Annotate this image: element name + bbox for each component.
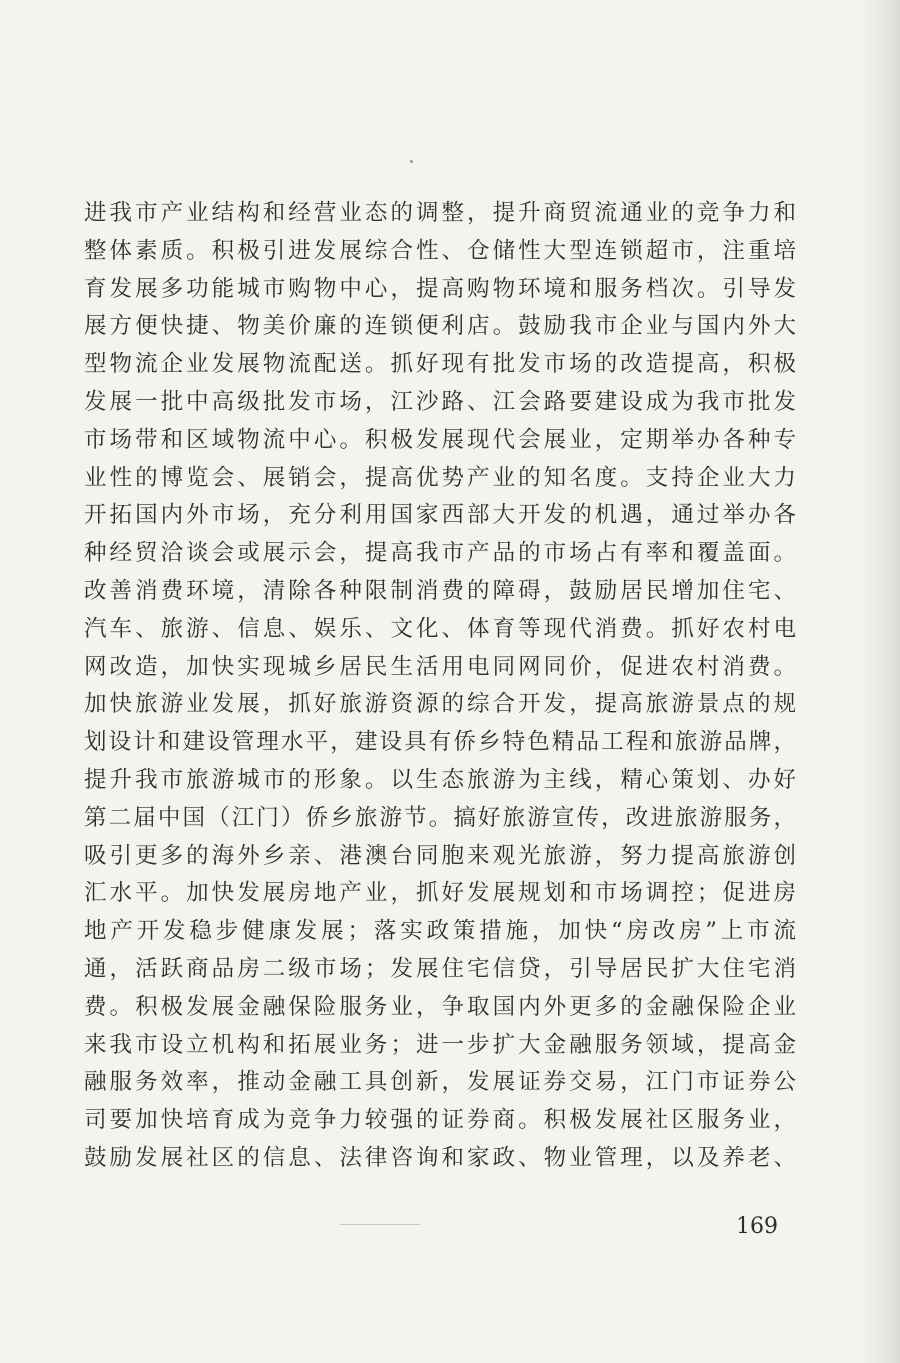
page-number: 169 [736, 1214, 778, 1239]
page-edge-shadow [860, 0, 900, 1363]
text-line: 发展一批中高级批发市场，江沙路、江会路要建设成为我市批发 [84, 388, 796, 415]
text-line: 开拓国内外市场，充分利用国家西部大开发的机遇，通过举办各 [84, 502, 796, 529]
text-line: 第二届中国（江门）侨乡旅游节。搞好旅游宣传，改进旅游服务， [84, 804, 796, 831]
text-line: 吸引更多的海外乡亲、港澳台同胞来观光旅游，努力提高旅游创 [84, 842, 796, 869]
text-line: 改善消费环境，清除各种限制消费的障碍，鼓励居民增加住宅、 [84, 577, 796, 604]
text-line: 司要加快培育成为竞争力较强的证券商。积极发展社区服务业， [84, 1107, 796, 1134]
scan-speck [410, 160, 413, 163]
text-line: 汽车、旅游、信息、娱乐、文化、体育等现代消费。抓好农村电 [84, 615, 796, 642]
text-line: 种经贸洽谈会或展示会，提高我市产品的市场占有率和覆盖面。 [84, 540, 796, 567]
footer-rule [340, 1224, 420, 1225]
text-line: 市场带和区域物流中心。积极发展现代会展业，定期举办各种专 [84, 426, 796, 453]
body-paragraph [84, 195, 796, 1178]
text-line: 汇水平。加快发展房地产业，抓好发展规划和市场调控；促进房 [84, 880, 796, 907]
text-line: 整体素质。积极引进发展综合性、仓储性大型连锁超市，注重培 [84, 237, 796, 264]
text-line: 划设计和建设管理水平，建设具有侨乡特色精品工程和旅游品牌， [84, 729, 796, 756]
text-line: 加快旅游业发展，抓好旅游资源的综合开发，提高旅游景点的规 [84, 691, 796, 718]
text-line: 地产开发稳步健康发展；落实政策措施，加快“房改房”上市流 [84, 918, 796, 945]
text-line: 鼓励发展社区的信息、法律咨询和家政、物业管理，以及养老、 [84, 1144, 796, 1171]
text-line: 型物流企业发展物流配送。抓好现有批发市场的改造提高，积极 [84, 351, 796, 378]
text-line: 业性的博览会、展销会，提高优势产业的知名度。支持企业大力 [84, 464, 796, 491]
text-line: 费。积极发展金融保险服务业，争取国内外更多的金融保险企业 [84, 993, 796, 1020]
text-line: 融服务效率，推动金融工具创新，发展证券交易，江门市证券公 [84, 1069, 796, 1096]
text-line: 网改造，加快实现城乡居民生活用电同网同价，促进农村消费。 [84, 653, 796, 680]
text-line: 来我市设立机构和拓展业务；进一步扩大金融服务领域，提高金 [84, 1031, 796, 1058]
text-line: 通，活跃商品房二级市场；发展住宅信贷，引导居民扩大住宅消 [84, 955, 796, 982]
text-line: 提升我市旅游城市的形象。以生态旅游为主线，精心策划、办好 [84, 766, 796, 793]
text-line: 进我市产业结构和经营业态的调整，提升商贸流通业的竞争力和 [84, 200, 796, 226]
text-line: 育发展多功能城市购物中心，提高购物环境和服务档次。引导发 [84, 275, 796, 302]
text-line: 展方便快捷、物美价廉的连锁便利店。鼓励我市企业与国内外大 [84, 313, 796, 340]
